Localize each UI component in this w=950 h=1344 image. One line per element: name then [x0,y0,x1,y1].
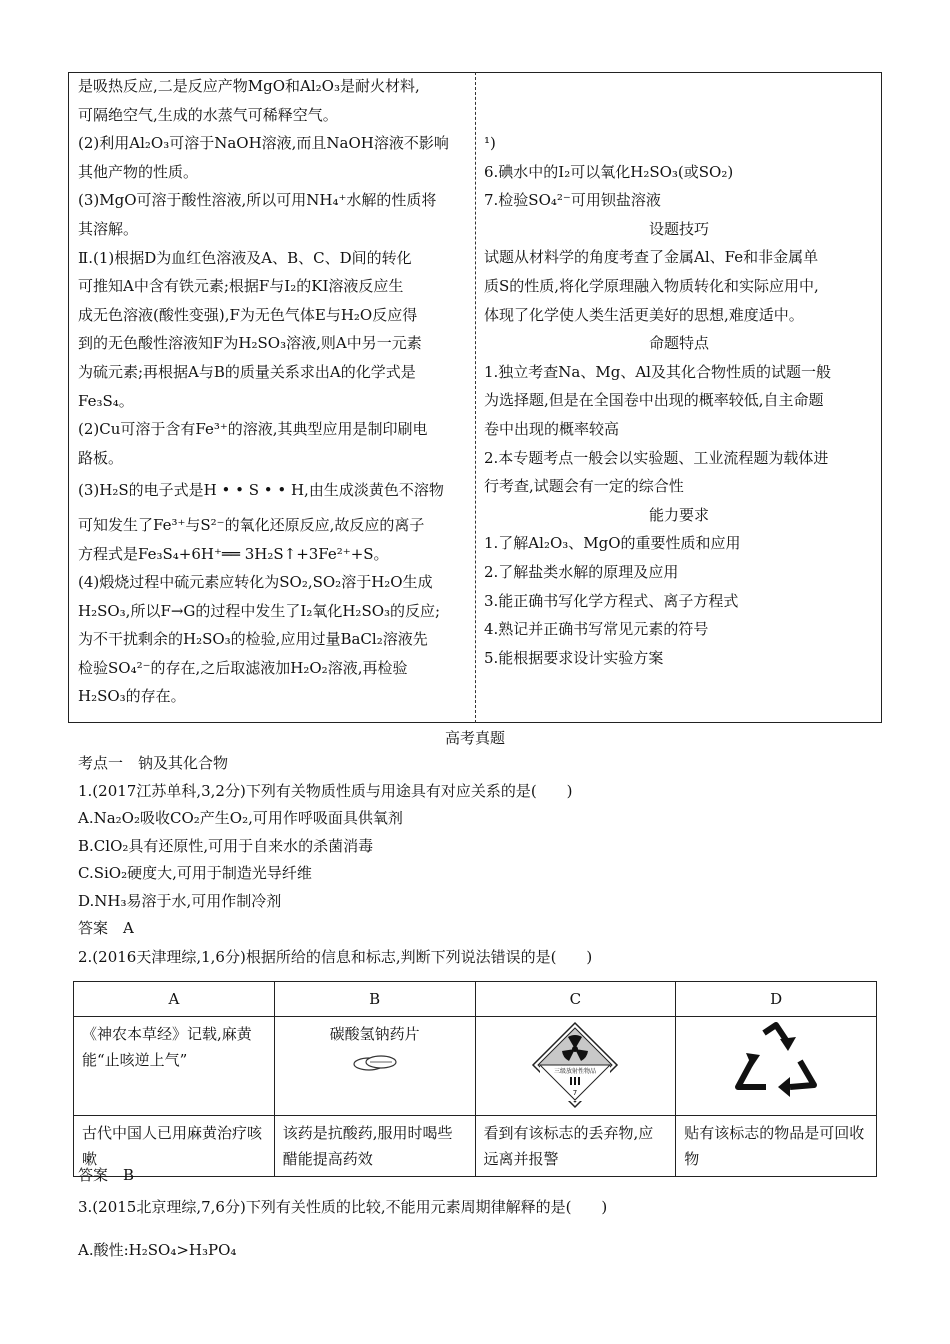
text-line: 2.本专题考点一般会以实验题、工业流程题为载体进 [484,448,829,467]
text-line: 1.了解Al₂O₃、MgO的重要性质和应用 [484,534,741,553]
text-line: 3.能正确书写化学方程式、离子方程式 [484,591,739,610]
column-header: A [74,982,275,1017]
option-c: C.SiO₂硬度大,可用于制造光导纤维 [78,864,312,882]
text-line: H₂SO₃的存在。 [78,687,186,706]
option-a: A.Na₂O₂吸收CO₂产生O₂,可用作呼吸面具供氧剂 [78,809,403,827]
text-line: 体现了化学使人类生活更美好的思想,难度适中。 [484,305,804,324]
text-line: 卷中出现的概率较高 [484,419,620,438]
text-line: 为不干扰剩余的H₂SO₃的检验,应用过量BaCl₂溶液先 [78,630,428,649]
pill-icon [350,1051,400,1073]
section-heading: 设题技巧 [648,219,709,238]
option-a: A.酸性:H₂SO₄>H₃PO₄ [78,1241,237,1259]
text-line: 行考查,试题会有一定的综合性 [484,477,684,496]
column-divider [475,72,476,723]
text-line: 6.碘水中的I₂可以氧化H₂SO₃(或SO₂) [484,162,734,181]
radioactive-sign-icon [531,1021,619,1109]
text-line: Ⅱ.(1)根据D为血红色溶液及A、B、C、D间的转化 [78,248,412,267]
text-line: 方程式是Fe₃S₄+6H⁺══ 3H₂S↑+3Fe²⁺+S。 [78,544,389,563]
column-header: B [274,982,475,1017]
question-stem: 1.(2017江苏单科,3,2分)下列有关物质性质与用途具有对应关系的是( ) [78,781,573,800]
options-table [73,981,877,1177]
section-heading: 命题特点 [648,334,709,353]
left-column [78,72,470,711]
option-d: D.NH₃易溶于水,可用作制冷剂 [78,891,282,910]
text-line: 试题从材料学的角度考查了金属Al、Fe和非金属单 [484,248,819,267]
info-cell-b [274,1017,475,1116]
column-header: C [475,982,676,1017]
question-2-stem [78,944,938,972]
sign-class-number: 7 [573,1089,578,1097]
topic-heading: 考点一 钠及其化合物 [78,754,229,772]
answer: 答案 B [78,1166,135,1184]
text-line: 5.能根据要求设计实验方案 [484,648,664,667]
text-line: 2.了解盐类水解的原理及应用 [484,562,679,581]
text-line: 路板。 [78,448,124,467]
text-line: 是吸热反应,二是反应产物MgO和Al₂O₃是耐火材料, [78,77,420,95]
text-line: (3)MgO可溶于酸性溶液,所以可用NH₄⁺水解的性质将 [78,191,437,210]
option-b: B.ClO₂具有还原性,可用于自来水的杀菌消毒 [78,836,374,855]
text-line: ¹) [484,134,496,152]
text-line: (2)利用Al₂O₃可溶于NaOH溶液,而且NaOH溶液不影响 [78,134,449,153]
info-cell-a: 《神农本草经》记载,麻黄能“止咳逆上气” [74,1017,275,1116]
sign-label: 三级放射性物品 [554,1068,597,1075]
text-line: 7.检验SO₄²⁻可用钡盐溶液 [484,191,661,210]
text-line: 为硫元素;再根据A与B的质量关系求出A的化学式是 [78,362,416,381]
question-stem: 3.(2015北京理综,7,6分)下列有关性质的比较,不能用元素周期律解释的是( ) [78,1197,608,1216]
section-title: 高考真题 [444,729,505,747]
text-line: 到的无色酸性溶液知F为H₂SO₃溶液,则A中另一元素 [78,334,422,353]
info-cell-c [475,1017,676,1116]
info-cell-d [676,1017,877,1116]
question-1 [78,750,938,943]
right-column [484,72,874,672]
question-3 [78,1162,938,1265]
desc-cell-a: 古代中国人已用麻黄治疗咳嗽 [74,1116,275,1177]
text-line: 1.独立考查Na、Mg、Al及其化合物性质的试题一般 [484,362,831,381]
electron-formula-line: (3)H₂S的电子式是H • • S • • H,由生成淡黄色不溶物 [78,481,444,500]
text-line: 可推知A中含有铁元素;根据F与I₂的KI溶液反应生 [78,277,404,296]
answer: 答案 A [78,919,134,937]
desc-cell-b: 该药是抗酸药,服用时喝些醋能提高药效 [274,1116,475,1177]
desc-cell-d: 贴有该标志的物品是可回收物 [676,1116,877,1177]
text-line: 其他产物的性质。 [78,162,199,181]
text-line: 检验SO₄²⁻的存在,之后取滤液加H₂O₂溶液,再检验 [78,658,408,677]
desc-cell-c: 看到有该标志的丢弃物,应远离并报警 [475,1116,676,1177]
info-text: 碳酸氢钠药片 [329,1025,420,1043]
text-line: (4)煅烧过程中硫元素应转化为SO₂,SO₂溶于H₂O生成 [78,573,433,592]
section-heading: 能力要求 [648,505,709,524]
text-line: 可知发生了Fe³⁺与S²⁻的氧化还原反应,故反应的离子 [78,515,425,534]
text-line: 成无色溶液(酸性变强),F为无色气体E与H₂O反应得 [78,305,418,324]
text-line: 可隔绝空气,生成的水蒸气可稀释空气。 [78,105,338,124]
text-line: 质S的性质,将化学原理融入物质转化和实际应用中, [484,276,819,295]
recycle-icon [730,1021,822,1103]
column-header: D [676,982,877,1017]
text-line: 其溶解。 [78,219,139,238]
text-line: 为选择题,但是在全国卷中出现的概率较低,自主命题 [484,391,824,410]
text-line: 4.熟记并正确书写常见元素的符号 [484,620,709,639]
text-line: H₂SO₃,所以F→G的过程中发生了I₂氧化H₂SO₃的反应; [78,601,441,620]
question-stem: 2.(2016天津理综,1,6分)根据所给的信息和标志,判断下列说法错误的是( ) [78,948,593,966]
text-line: Fe₃S₄。 [78,391,134,410]
text-line: (2)Cu可溶于含有Fe³⁺的溶液,其典型应用是制印刷电 [78,420,428,439]
